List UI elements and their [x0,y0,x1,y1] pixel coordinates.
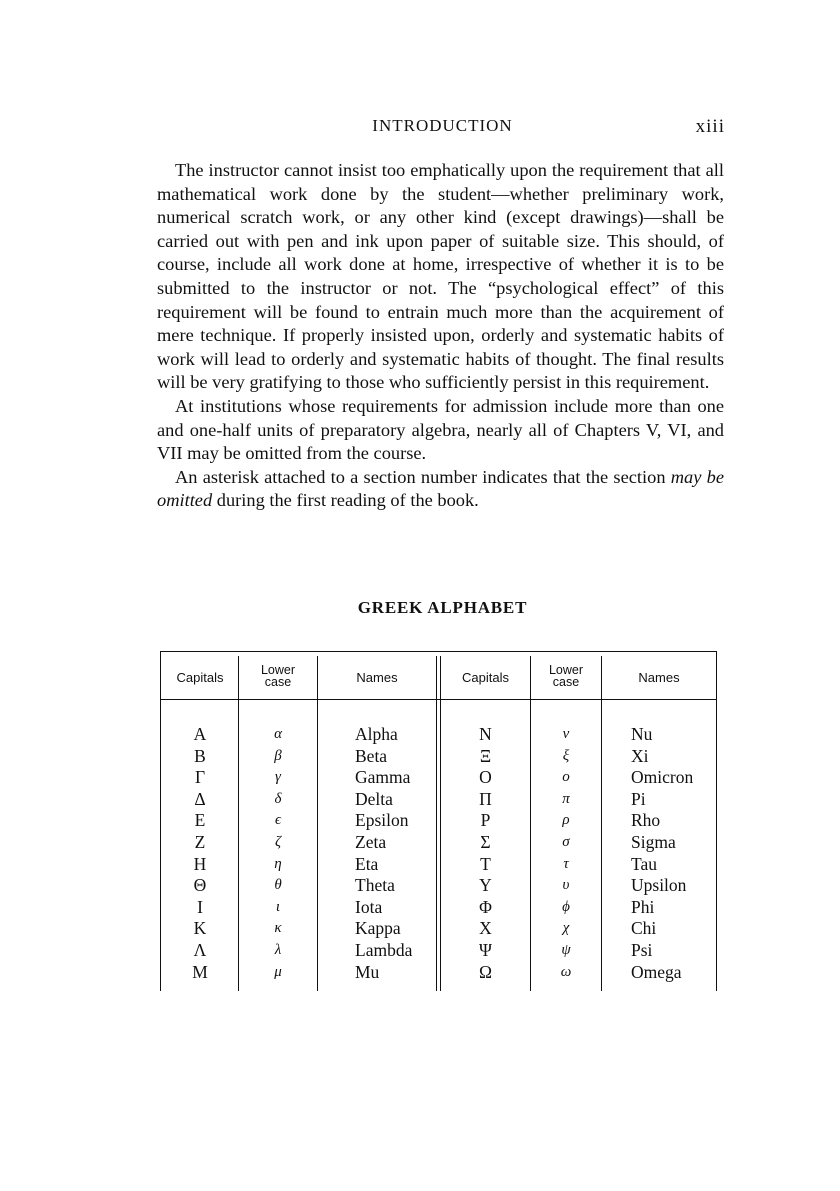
header-capitals-left: Capitals [176,670,224,685]
table-top-rule [160,651,717,652]
column-names-left [355,724,435,983]
capital-letter: A [193,724,207,744]
capital-letter: Υ [479,875,492,896]
letter-name: Theta [355,875,395,896]
capital-letter: P [480,810,491,831]
running-head [160,116,725,140]
chapter-title: INTRODUCTION [372,116,513,135]
paragraph-asterisk [157,466,724,513]
page-number: xiii [695,116,725,137]
lowercase-letter: ζ [274,833,282,850]
lowercase-letter: κ [274,920,282,937]
lowercase-letter: ψ [561,941,571,958]
greek-alphabet-title: GREEK ALPHABET [357,598,528,617]
column-lowercase-right [531,724,601,983]
header-lowercase-left [239,664,317,688]
capital-letter: E [194,810,206,831]
capital-letter: Z [194,831,206,852]
lowercase-letter: γ [275,769,281,786]
lowercase-letter: α [274,726,282,742]
lowercase-letter: δ [274,790,282,807]
lowercase-letter: ρ [562,812,570,829]
letter-name: Eta [355,853,379,874]
column-divider [601,656,602,991]
table-center-divider [436,656,437,991]
lowercase-letter: ι [275,898,281,915]
lowercase-letter: π [562,790,570,807]
table-left-border [160,651,161,991]
capital-letter: Ω [478,961,492,982]
letter-name: Delta [355,788,393,809]
letter-name: Xi [631,745,649,766]
capital-letter: Σ [480,831,491,852]
lowercase-letter: λ [274,941,282,958]
paragraph-admission: At institutions whose requirements for admission include more than one and one-half units of preparatory algebra, nearly all of Chapters V, VI, and VII may be omitted from the course. [157,395,724,464]
letter-name: Lambda [355,939,413,960]
header-case-line: case [264,675,292,689]
letter-name: Epsilon [355,810,409,831]
letter-name: Gamma [355,767,411,788]
header-names-right: Names [638,670,680,685]
capital-letter: Λ [193,939,207,960]
capital-letter: Π [479,788,492,809]
letter-name: Psi [631,939,653,960]
capital-letter: O [479,767,492,788]
lowercase-letter: β [274,747,282,764]
letter-name: Omega [631,961,682,982]
capital-letter: T [480,853,491,874]
lowercase-letter: τ [563,855,569,872]
lowercase-letter: θ [274,877,282,894]
asterisk-emphasis: may be omitted [157,466,724,511]
paragraph-pen-and-ink: The instructor cannot insist too emphatically upon the requirement that all mathematical work done by the student—whether preliminary work, numerical scratch work, or any other kind (except drawings)—shall be carried out with pen and ink upon paper of suitable size. This should, of course, include all work done at home, irrespective of whether it is to be submitted to the instructor or not. The “psychological effect” of this requirement will be found to entrain much more than the acquirement of mere technique. If properly insisted upon, orderly and systematic habits of work will lead to orderly and systematic habits of thought. The final results will be very gratifying to those who sufficiently persist in this requirement. [157,160,724,393]
lowercase-letter: ν [562,726,570,742]
table-header-rule [160,699,717,700]
capital-letter: Ψ [479,939,492,960]
lowercase-letter: ξ [562,747,570,764]
header-lower-line: Lower [260,663,296,677]
header-lowercase-right [531,664,601,688]
table-right-border [716,651,717,991]
column-capitals-left [162,724,238,983]
capital-letter: X [479,918,492,939]
capital-letter: I [197,896,203,917]
asterisk-text-before: An asterisk attached to a section number indicates that the section [175,466,671,487]
letter-name: Omicron [631,767,694,788]
capital-letter: Δ [194,788,206,809]
header-case-line: case [552,675,580,689]
capital-letter: Ξ [479,745,492,766]
lowercase-letter: η [274,855,282,872]
lowercase-letter: ϵ [274,812,282,829]
capital-letter: N [479,724,492,744]
capital-letter: M [192,961,208,982]
header-names-left: Names [356,670,398,685]
column-capitals-right [441,724,530,983]
capital-letter: Θ [193,875,207,896]
lowercase-letter: υ [562,877,570,894]
lowercase-letter: χ [562,920,570,937]
lowercase-letter: ο [562,769,570,786]
asterisk-text-after: during the first reading of the book. [212,490,479,511]
column-divider [317,656,318,991]
letter-name: Zeta [355,831,387,852]
letter-name: Kappa [355,918,401,939]
letter-name: Chi [631,918,657,939]
letter-name: Upsilon [631,875,687,896]
letter-name: Phi [631,896,655,917]
letter-name: Sigma [631,831,676,852]
letter-name: Beta [355,745,388,766]
letter-name: Nu [631,724,653,744]
lowercase-letter: σ [562,833,570,850]
capital-letter: B [194,745,206,766]
capital-letter: K [193,918,207,939]
letter-name: Pi [631,788,646,809]
capital-letter: Γ [194,767,206,788]
capital-letter: Φ [479,896,492,917]
header-capitals-right: Capitals [462,670,509,685]
letter-name: Iota [355,896,383,917]
column-names-right [631,724,715,983]
capital-letter: H [193,853,207,874]
column-lowercase-left [239,724,317,983]
introduction-text [157,159,724,513]
letter-name: Rho [631,810,661,831]
header-lower-line: Lower [548,663,584,677]
lowercase-letter: ϕ [562,898,570,915]
letter-name: Tau [631,853,657,874]
letter-name: Mu [355,961,380,982]
letter-name: Alpha [355,724,398,744]
lowercase-letter: μ [274,963,282,980]
lowercase-letter: ω [560,963,572,980]
